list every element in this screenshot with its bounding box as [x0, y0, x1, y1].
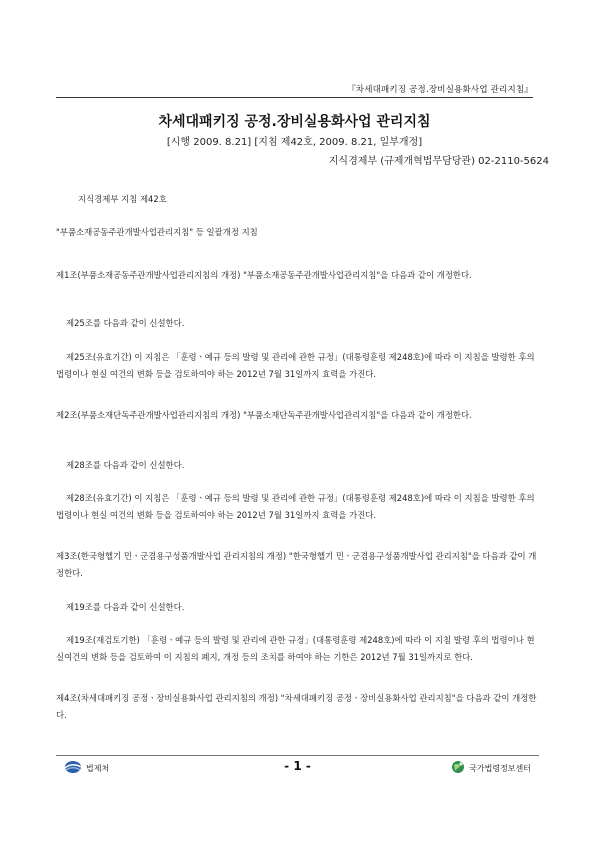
- article-3-text: 제3조(한국형헬기 민ㆍ군겸용구성품개발사업 관리지침의 개정) "한국형헬기 민ㆍ군겸용구성품개발사업 관리지침"을 다음과 같이 개정한다.: [56, 551, 537, 578]
- article-19-insert-note: 제19조를 다음과 같이 신설한다.: [66, 602, 185, 612]
- running-header: 『차세대패키징 공정.장비실용화사업 관리지침』: [56, 83, 533, 98]
- article-28-text: 제28조(유효기간) 이 지침은 「훈령ㆍ예규 등의 발령 및 관리에 관한 규정」(대통령훈령 제248호)에 따라 이 지침을 발령한 후의 법령이나 현실 여건의 변화 등을 검토하여야 하는 2012년 7월 31일까지 효력을 가진다.: [56, 493, 535, 520]
- article-25: [56, 349, 539, 383]
- page-footer: [56, 755, 539, 780]
- article-28-insert-note: 제28조를 다음과 같이 신설한다.: [66, 460, 185, 470]
- article-19: [56, 632, 539, 666]
- article-1: [56, 267, 539, 284]
- article-4: [56, 690, 539, 724]
- page-number: - 1 -: [284, 759, 311, 773]
- order-subject: "부품소재공동주관개발사업관리지침" 등 일괄개정 지침: [56, 227, 258, 237]
- footer-right: [451, 760, 531, 776]
- article-25-insert-note: 제25조를 다음과 같이 신설한다.: [66, 318, 185, 328]
- order-number: 지식경제부 지침 제42호: [78, 194, 167, 204]
- document-meta: [시행 2009. 8.21] [지침 제42호, 2009. 8.21, 일부개정]: [166, 137, 423, 148]
- article-19-text: 제19조(재검토기한) 「훈령ㆍ예규 등의 발령 및 관리에 관한 규정」(대통령훈령 제248호)에 따라 이 지침 발령 후의 법령이나 현실여건의 변화 등을 검토하여 이 지침의 폐지, 개정 등의 조치를 하여야 하는 기한은 2012년 7월 31일까지로 한다.: [56, 635, 535, 662]
- article-3: [56, 548, 539, 582]
- article-1-text: 제1조(부품소재공동주관개발사업관리지침의 개정) "부품소재공동주관개발사업관리지침"을 다음과 같이 개정한다.: [56, 270, 472, 280]
- article-2-text: 제2조(부품소재단독주관개발사업관리지침의 개정) "부품소재단독주관개발사업관리지침"을 다음과 같이 개정한다.: [56, 410, 472, 420]
- footer-left-label: 법제처: [86, 763, 110, 773]
- article-28: [56, 490, 539, 524]
- article-2: [56, 407, 539, 424]
- article-25-text: 제25조(유효기간) 이 지침은 「훈령ㆍ예규 등의 발령 및 관리에 관한 규정」(대통령훈령 제248호)에 따라 이 지침을 발령한 후의 법령이나 현실 여건의 변화 등을 검토하여야 하는 2012년 7월 31일까지 효력을 가진다.: [56, 352, 535, 379]
- globe-logo-icon: [451, 760, 465, 776]
- document-title: 차세대패키징 공정.장비실용화사업 관리지침: [158, 114, 431, 130]
- article-4-text: 제4조(차세대패키징 공정ㆍ장비실용화사업 관리지침의 개정) "차세대패키징 공정ㆍ장비실용화사업 관리지침"을 다음과 같이 개정한다.: [56, 693, 537, 720]
- footer-right-label: 국가법령정보센터: [469, 763, 531, 773]
- document-contact: 지식경제부 (규제개혁법무담당관) 02-2110-5624: [328, 156, 549, 167]
